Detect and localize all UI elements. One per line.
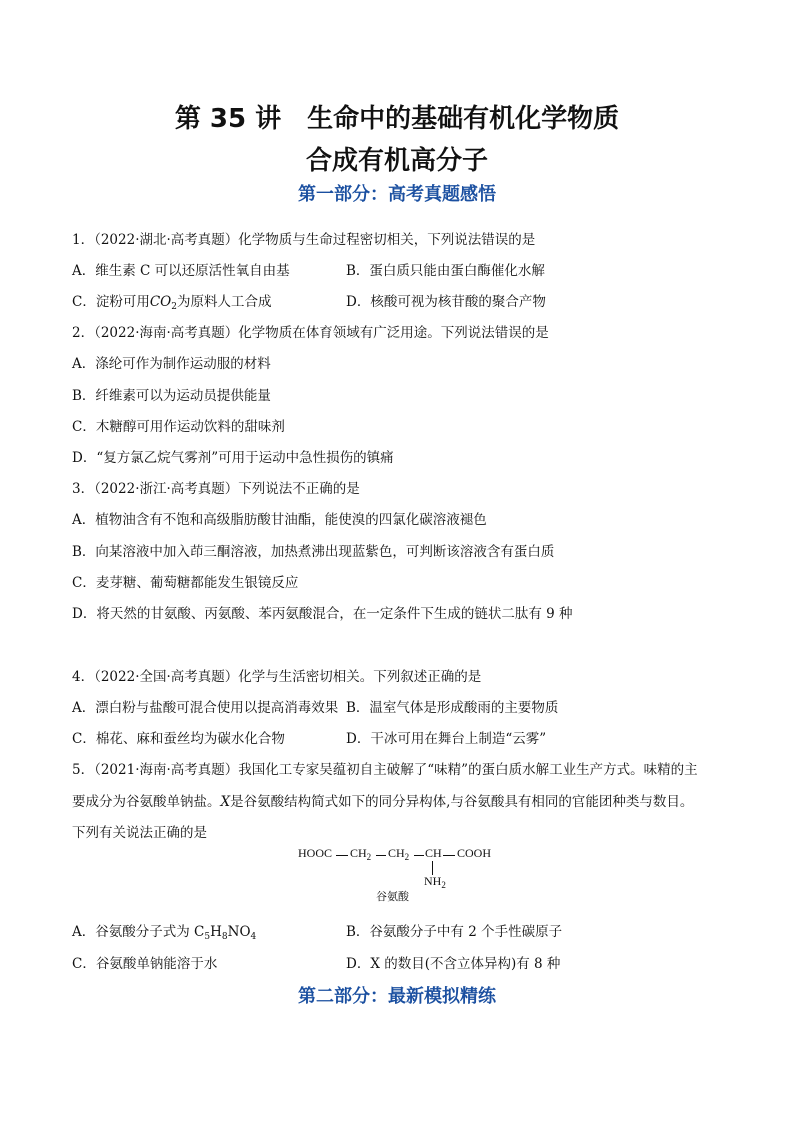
formula-ch2-b: $CH_2$ — [388, 846, 410, 862]
q5-option-b: B．谷氨酸分子中有 2 个手性碳原子 — [346, 924, 563, 940]
formula-bond-vertical — [432, 861, 433, 875]
q2-option-d: D．“复方氯乙烷气雾剂”可用于运动中急性损伤的镇痛 — [72, 450, 394, 466]
glutamic-acid-formula — [298, 846, 498, 906]
formula-bond-3 — [414, 855, 424, 856]
q5-stem-line3: 下列有关说法正确的是 — [72, 825, 207, 841]
q2-option-b: B．纤维素可以为运动员提供能量 — [72, 388, 271, 404]
q3-option-c: C．麦芽糖、葡萄糖都能发生银镜反应 — [72, 575, 299, 591]
formula-hooc: HOOC — [298, 846, 333, 860]
q2-option-c: C．木糖醇可用作运动饮料的甜味剂 — [72, 419, 285, 435]
section-heading-1: 第一部分：高考真题感悟 — [298, 184, 496, 205]
formula-bond-4 — [443, 855, 455, 856]
q5-option-d: D．X 的数目(不含立体异构)有 8 种 — [346, 956, 561, 972]
q2-option-a: A．涤纶可作为制作运动服的材料 — [72, 356, 271, 372]
section-heading-2: 第二部分：最新模拟精练 — [298, 986, 496, 1007]
page-title: 第 35 讲 生命中的基础有机化学物质 — [174, 104, 620, 134]
formula-nh2: $NH_2$ — [424, 874, 446, 890]
q4-option-b: B．温室气体是形成酸雨的主要物质 — [346, 700, 559, 716]
q1-option-c: C．淀粉可用$CO_2$为原料人工合成 — [72, 294, 272, 312]
q1-option-a: A．维生素 C 可以还原活性氧自由基 — [72, 263, 290, 279]
q4-option-c: C．棉花、麻和蚕丝均为碳水化合物 — [72, 731, 285, 747]
q5-stem-line1: 5．（2021·海南·高考真题）我国化工专家吴蕴初自主破解了“味精”的蛋白质水解工业生产方式。味精的主 — [72, 762, 698, 778]
q1-option-d: D．核酸可视为核苷酸的聚合产物 — [346, 294, 546, 310]
q3-stem: 3．（2022·浙江·高考真题）下列说法不正确的是 — [72, 481, 360, 497]
q3-option-d: D．将天然的甘氨酸、丙氨酸、苯丙氨酸混合，在一定条件下生成的链状二肽有 9 种 — [72, 606, 573, 622]
formula-bond-2 — [376, 855, 386, 856]
formula-ch: CH — [425, 846, 442, 860]
q5-option-c: C．谷氨酸单钠能溶于水 — [72, 956, 218, 972]
q4-stem: 4．（2022·全国·高考真题）化学与生活密切相关。下列叙述正确的是 — [72, 669, 482, 685]
formula-cooh: COOH — [457, 846, 492, 860]
q1-stem: 1．（2022·湖北·高考真题）化学物质与生命过程密切相关，下列说法错误的是 — [72, 232, 536, 248]
q3-option-b: B．向某溶液中加入茚三酮溶液，加热煮沸出现蓝紫色，可判断该溶液含有蛋白质 — [72, 544, 555, 560]
formula-bond-1 — [336, 855, 348, 856]
formula-caption: 谷氨酸 — [376, 890, 409, 903]
q4-option-a: A．漂白粉与盐酸可混合使用以提高消毒效果 — [72, 700, 339, 716]
q5-stem-line2: 要成分为谷氨酸单钠盐。X是谷氨酸结构简式如下的同分异构体,与谷氨酸具有相同的官能团种类与数目。 — [72, 794, 694, 810]
q1-option-b: B．蛋白质只能由蛋白酶催化水解 — [346, 263, 545, 279]
q5-option-a: A．谷氨酸分子式为 $C_5H_8NO_4$ — [72, 924, 257, 942]
q3-option-a: A．植物油含有不饱和高级脂肪酸甘油酯，能使溴的四氯化碳溶液褪色 — [72, 512, 487, 528]
q4-option-d: D．干冰可用在舞台上制造“云雾” — [346, 731, 547, 747]
q2-stem: 2．（2022·海南·高考真题）化学物质在体育领域有广泛用途。下列说法错误的是 — [72, 325, 549, 341]
formula-ch2-a: $CH_2$ — [350, 846, 372, 862]
page-subtitle: 合成有机高分子 — [305, 146, 488, 176]
